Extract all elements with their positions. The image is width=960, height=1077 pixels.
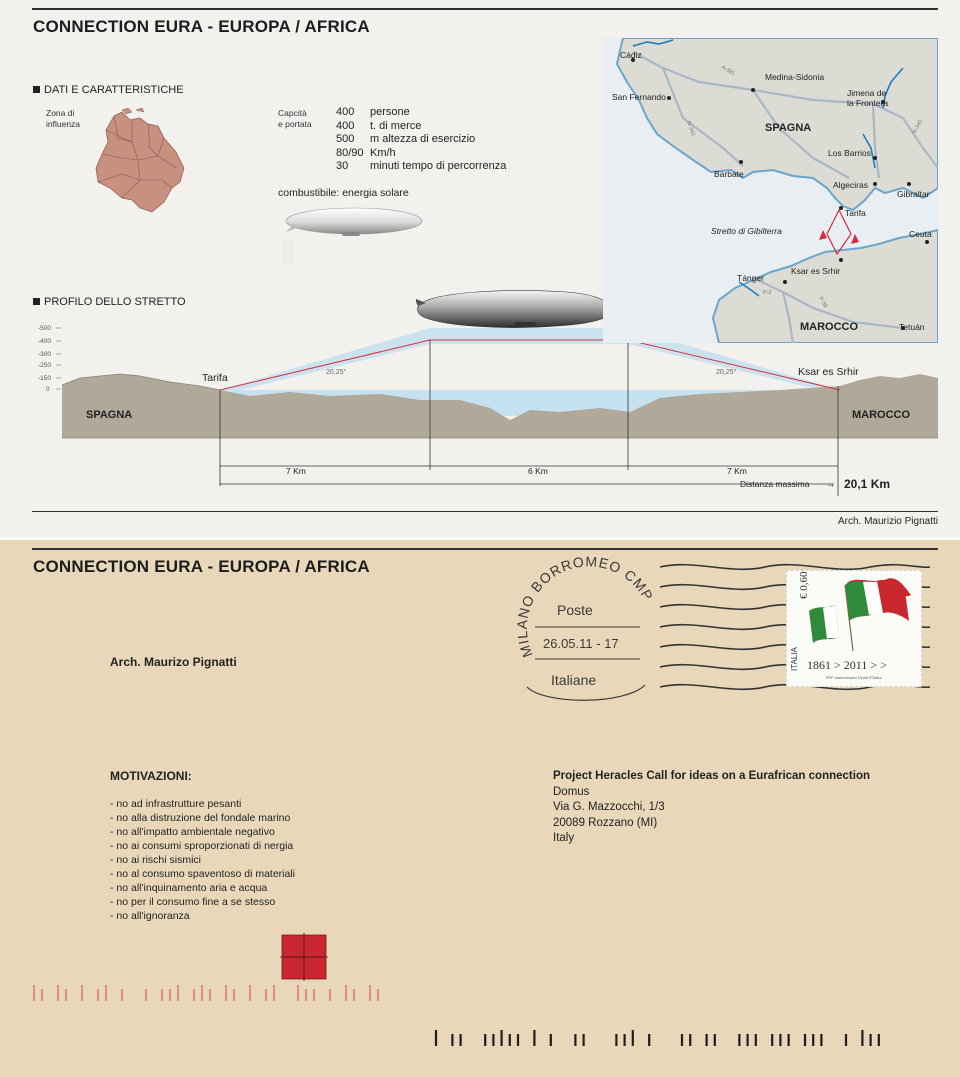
map-country-label: MAROCCO xyxy=(800,321,859,333)
motivations-list xyxy=(110,797,295,923)
map-label: Cádiz xyxy=(620,50,642,60)
page-title: CONNECTION EURA - EUROPA / AFRICA xyxy=(33,17,370,36)
red-barcode xyxy=(30,983,410,1003)
italian-flag-icon xyxy=(787,571,923,688)
spec-row: 30 minuti tempo di percorrenza xyxy=(336,160,507,173)
recipient-address xyxy=(553,769,870,847)
depth-tick: -150 xyxy=(38,375,52,382)
marocco-label: MAROCCO xyxy=(852,409,911,421)
address-line: Italy xyxy=(553,832,575,844)
road-code: P-2 xyxy=(763,290,772,296)
road-code: A-381 xyxy=(720,64,736,78)
list-item: - no all'inquinamento aria e acqua xyxy=(110,882,268,894)
spec-row: 400 persone xyxy=(336,106,410,118)
section-label: DATI E CARATTERISTICHE xyxy=(44,84,184,96)
road-code: P-38 xyxy=(817,296,829,310)
map-label: Jimena de xyxy=(847,88,887,98)
address-line: Domus xyxy=(553,785,590,798)
ksar-label: Ksar es Srhir xyxy=(798,366,859,378)
map-label: Tánger xyxy=(737,273,764,283)
max-distance-value: 20,1 Km xyxy=(844,477,891,491)
map-label: Gibraltar xyxy=(897,189,930,199)
map-label: Tetuán xyxy=(899,322,925,332)
section-header-data xyxy=(33,84,184,96)
map-country-label: SPAGNA xyxy=(765,122,812,134)
stamp-caption: 150° anniversario Unità d'Italia xyxy=(825,675,882,680)
list-item: - no al consumo spaventoso di materiali xyxy=(110,868,296,880)
stamp-years: 1861 > 2011 > > xyxy=(807,658,887,672)
map-label: Ksar es Srhir xyxy=(791,266,841,276)
list-item: - no ad infrastrutture pesanti xyxy=(110,798,242,810)
spec-row: 80/90 Km/h xyxy=(336,146,396,159)
postmark-line1: Poste xyxy=(557,602,593,618)
angle-left-label: 20,25° xyxy=(326,369,347,376)
list-item: - no all'impatto ambientale negativo xyxy=(110,826,275,838)
depth-tick: -500 xyxy=(38,325,52,332)
postmark-date: 26.05.11 - 17 xyxy=(543,636,619,651)
map-label: la Frontera xyxy=(847,98,889,108)
map-label: Medina-Sidonia xyxy=(765,72,825,82)
section-label: PROFILO DELLO STRETTO xyxy=(44,296,186,308)
spec-row: 400 t. di merce xyxy=(336,119,422,132)
depth-scale xyxy=(38,325,51,393)
square-bullet-icon xyxy=(33,86,40,93)
segment-label: 6 Km xyxy=(528,466,548,476)
map-label: Tarifa xyxy=(845,208,866,218)
address-line: Via G. Mazzocchi, 1/3 xyxy=(553,801,665,813)
depth-tick: 0 xyxy=(46,386,50,393)
list-item: - no ai rischi sismici xyxy=(110,854,202,866)
strait-map xyxy=(603,38,938,343)
envelope-card xyxy=(0,540,960,1077)
africa-zone-map xyxy=(92,108,188,216)
map-label: Algeciras xyxy=(833,180,868,190)
envelope-rule xyxy=(32,548,938,550)
depth-tick: -400 xyxy=(38,338,52,345)
tarifa-label: Tarifa xyxy=(202,372,228,384)
map-label: Barbate xyxy=(714,169,744,179)
list-item: - no per il consumo fine a se stesso xyxy=(110,896,276,908)
spec-row: 500 m altezza di esercizio xyxy=(336,133,476,146)
red-square-mark xyxy=(280,933,328,981)
postage-stamp xyxy=(786,570,922,687)
map-label: San Fernando xyxy=(612,92,666,102)
capacity-label: Capcità e portata xyxy=(278,108,312,129)
angle-right-label: 20,25° xyxy=(716,369,737,376)
max-distance-label: Distanza massima xyxy=(740,479,810,489)
airship-large-icon xyxy=(416,288,616,332)
address-line: Project Heracles Call for ideas on a Eurafrican connection xyxy=(553,770,870,782)
black-barcode xyxy=(432,1028,902,1048)
specs-list xyxy=(336,106,506,174)
envelope-title: CONNECTION EURA - EUROPA / AFRICA xyxy=(33,557,370,576)
segment-label: 7 Km xyxy=(286,466,306,476)
depth-tick: -250 xyxy=(38,362,52,369)
stamp-country: ITALIA xyxy=(790,647,799,671)
map-label: Ceuta xyxy=(909,229,932,239)
credit: Arch. Maurizio Pignatti xyxy=(837,516,938,527)
spagna-label: SPAGNA xyxy=(86,409,133,421)
sender-name: Arch. Maurizo Pignatti xyxy=(110,655,237,669)
segment-label: 7 Km xyxy=(727,466,747,476)
road-code: N-340 xyxy=(911,119,925,135)
map-label: Stretto di Gibilterra xyxy=(711,226,782,236)
map-label: Los Barrios xyxy=(828,148,871,158)
address-line: 20089 Rozzano (MI) xyxy=(553,816,658,829)
postmark-line2: Italiane xyxy=(551,672,597,688)
motivations-title: MOTIVAZIONI: xyxy=(110,769,192,783)
stamp-value: € 0,60 xyxy=(798,571,810,599)
list-item: - no ai consumi sproporzionati di nergia xyxy=(110,840,294,852)
arrow-right-icon: → xyxy=(826,479,835,489)
top-card xyxy=(0,0,960,537)
zone-label: Zona di influenza xyxy=(46,108,81,129)
list-item: - no all'ignoranza xyxy=(110,910,190,922)
road-code: N-340 xyxy=(685,120,696,137)
fuel-label: combustibile: energia solare xyxy=(278,187,409,199)
top-rule xyxy=(32,8,938,10)
bottom-rule xyxy=(32,511,938,512)
postmark-ring-text: MILANO BORROMEO CMP xyxy=(513,555,657,660)
list-item: - no alla distruzione del fondale marino xyxy=(110,812,291,824)
airship-small-icon xyxy=(282,204,426,266)
depth-tick: -300 xyxy=(38,351,52,358)
